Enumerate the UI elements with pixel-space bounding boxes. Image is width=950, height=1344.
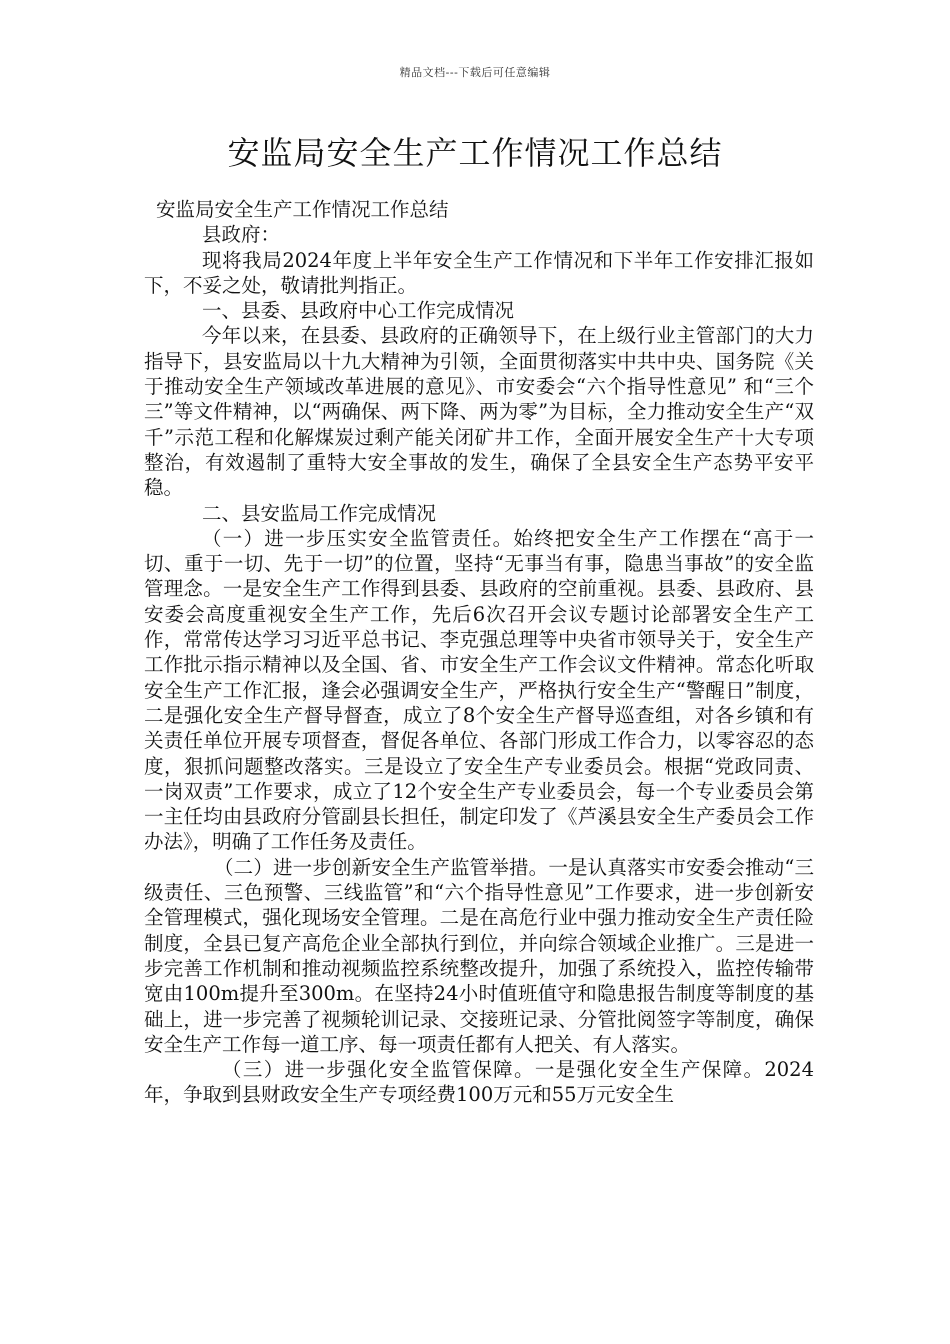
document-title: 安监局安全生产工作情况工作总结 xyxy=(227,134,723,172)
subsection-2-paragraph: （二）进一步创新安全生产监管举措。一是认真落实市安委会推动“三级责任、三色预警、三线监管”和“六个指导性意见”工作要求，进一步创新安全管理模式，强化现场安全管理。二是在高危行业中强力推动安全生产责任险制度，全县已复产高危企业全部执行到位，并向综合领域企业推广。三是进一步完善工作机制和推动视频监控系统整改提升，加强了系统投入，监控传输带宽由100m提升至300m。在坚持24小时值班值守和隐患报告制度等制度的基础上，进一步完善了视频轮训记录、交接班记录、分管批阅签字等制度，确保安全生产工作每一道工序、每一项责任都有人把关、有人落实。 xyxy=(144,855,814,1056)
section-heading-2: 二、县安监局工作完成情况 xyxy=(202,501,437,525)
salutation-paragraph: 县政府： xyxy=(202,223,281,247)
section-heading-1: 一、县委、县政府中心工作完成情况 xyxy=(202,299,515,323)
header-note: 精品文档---下载后可任意编辑 xyxy=(399,66,551,79)
section-1-paragraph: 今年以来，在县委、县政府的正确领导下，在上级行业主管部门的大力指导下，县安监局以十九大精神为引领，全面贯彻落实中共中央、国务院《关于推动安全生产领域改革进展的意见》、市安委会“六个指导性意见” 和“三个三”等文件精神，以“两确保、两下降、两为零”为目标，全力推动安全生产“双千”示范工程和化解煤炭过剩产能关闭矿井工作，全面开展安全生产十大专项整治，有效遏制了重特大安全事故的发生，确保了全县安全生产态势平安平稳。 xyxy=(144,324,814,500)
document-body xyxy=(144,197,814,1108)
subsection-1-paragraph: （一）进一步压实安全监管责任。始终把安全生产工作摆在“高于一切、重于一切、先于一切”的位置，坚持“无事当有事，隐患当事故”的安全监管理念。一是安全生产工作得到县委、县政府的空前重视。县委、县政府、县安委会高度重视安全生产工作，先后6次召开会议专题讨论部署安全生产工作，常常传达学习习近平总书记、李克强总理等中央省市领导关于，安全生产工作批示指示精神以及全国、省、市安全生产工作会议文件精神。常态化听取安全生产工作汇报，逢会必强调安全生产，严格执行安全生产“警醒日”制度，二是强化安全生产督导督查，成立了8个安全生产督导巡查组，对各乡镇和有关责任单位开展专项督查，督促各单位、各部门形成工作合力，以零容忍的态度，狠抓问题整改落实。三是设立了安全生产专业委员会。根据“党政同责、一岗双责”工作要求，成立了12个安全生产专业委员会，每一个专业委员会第一主任均由县政府分管副县长担任，制定印发了《芦溪县安全生产委员会工作办法》，明确了工作任务及责任。 xyxy=(144,526,814,854)
intro-paragraph: 现将我局2024年度上半年安全生产工作情况和下半年工作安排汇报如下，不妥之处，敬请批判指正。 xyxy=(144,248,814,297)
subsection-3-paragraph: （三）进一步强化安全监管保障。一是强化安全生产保障。2024年，争取到县财政安全生产专项经费100万元和55万元安全生 xyxy=(144,1058,814,1107)
subtitle-paragraph: 安监局安全生产工作情况工作总结 xyxy=(156,198,449,221)
